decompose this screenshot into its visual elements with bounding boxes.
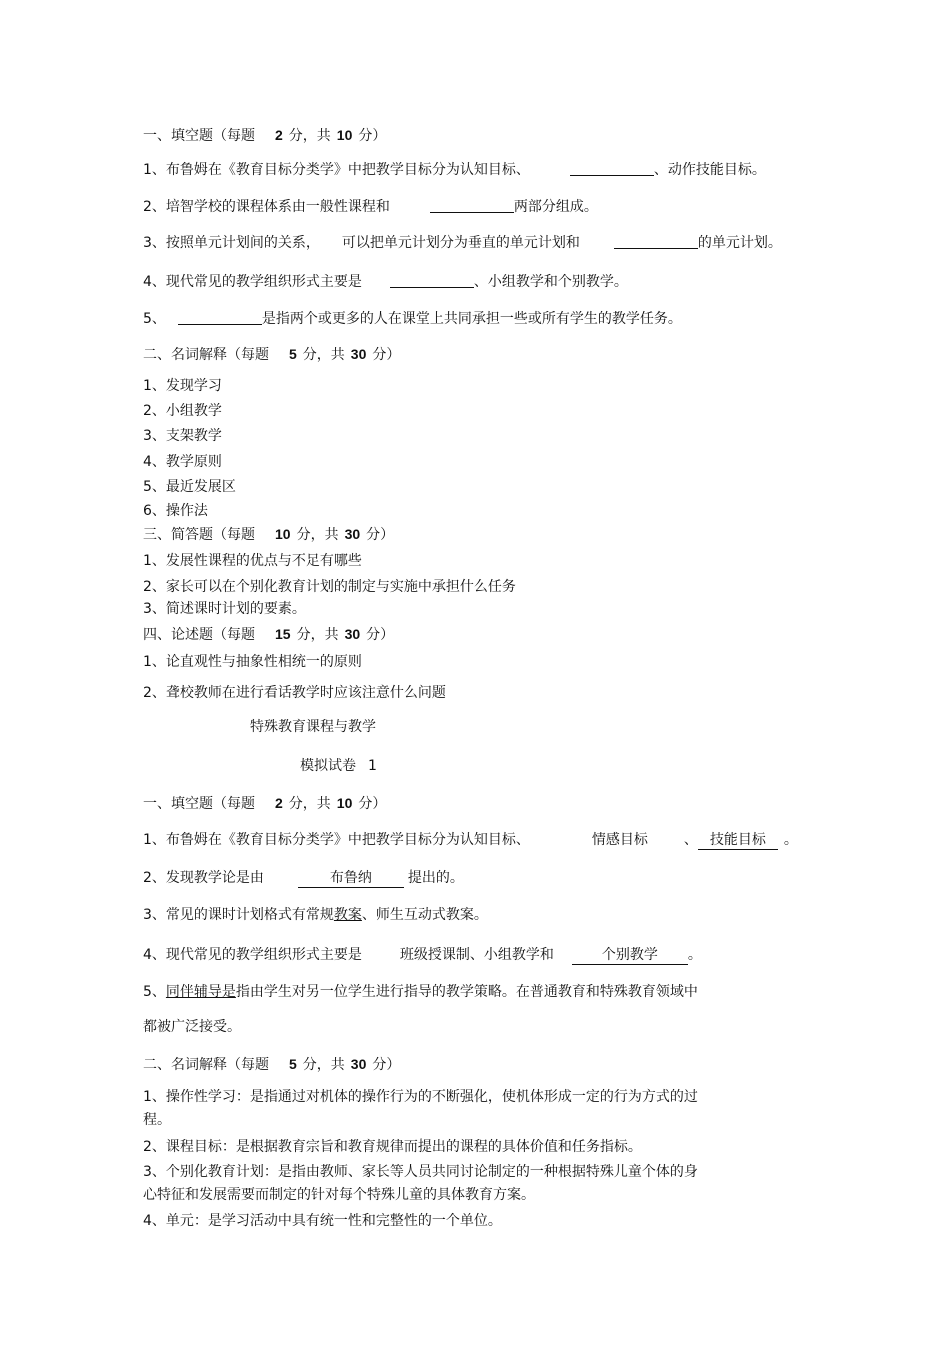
answer-section-header-definitions: 二、名词解释（每题 5 分，共 30 分） bbox=[143, 1056, 401, 1073]
answer-1-5-continued: 都被广泛接受。 bbox=[143, 1019, 241, 1035]
answer-1-1: 1、布鲁姆在《教育目标分类学》中把教学目标分为认知目标、 情感目标 、 技能目标 。 bbox=[143, 832, 798, 848]
question-1-2: 2、培智学校的课程体系由一般性课程和 两部分组成。 bbox=[143, 199, 598, 215]
answer-blank bbox=[614, 234, 698, 249]
term-item: 1、发现学习 bbox=[143, 378, 222, 394]
short-question: 2、家长可以在个别化教育计划的制定与实施中承担什么任务 bbox=[143, 579, 516, 595]
essay-question: 1、论直观性与抽象性相统一的原则 bbox=[143, 654, 362, 670]
section-header-definitions: 二、名词解释（每题 5 分，共 30 分） bbox=[143, 346, 401, 363]
question-1-5: 5、 是指两个或更多的人在课堂上共同承担一些或所有学生的教学任务。 bbox=[143, 311, 682, 327]
term-item: 5、最近发展区 bbox=[143, 479, 236, 495]
essay-question: 2、聋校教师在进行看话教学时应该注意什么问题 bbox=[143, 685, 446, 701]
term-item: 6、操作法 bbox=[143, 503, 208, 519]
definition-1-line-2: 程。 bbox=[143, 1112, 171, 1128]
answer-blank bbox=[390, 273, 474, 288]
answer-blank bbox=[178, 310, 262, 325]
answer-1-3: 3、常见的课时计划格式有常规教案、师生互动式教案。 bbox=[143, 907, 488, 923]
answer-1-4: 4、现代常见的教学组织形式主要是 班级授课制、小组教学和 个别教学 。 bbox=[143, 947, 702, 963]
question-1-3: 3、按照单元计划间的关系， 可以把单元计划分为垂直的单元计划和 的单元计划。 bbox=[143, 235, 782, 251]
answer-key-subtitle: 模拟试卷 1 bbox=[300, 758, 377, 774]
answer-key-title: 特殊教育课程与教学 bbox=[250, 719, 376, 735]
question-1-1: 1、布鲁姆在《教育目标分类学》中把教学目标分为认知目标、 、动作技能目标。 bbox=[143, 162, 766, 178]
definition-3-line-2: 心特征和发展需要而制定的针对每个特殊儿童的具体教育方案。 bbox=[143, 1187, 535, 1203]
definition-2: 2、课程目标：是根据教育宗旨和教育规律而提出的课程的具体价值和任务指标。 bbox=[143, 1139, 642, 1155]
answer-1-2: 2、发现教学论是由 布鲁纳 提出的。 bbox=[143, 870, 464, 886]
answer-1-5: 5、同伴辅导是指由学生对另一位学生进行指导的教学策略。在普通教育和特殊教育领域中 bbox=[143, 984, 698, 1000]
term-item: 4、教学原则 bbox=[143, 454, 222, 470]
definition-1-line-1: 1、操作性学习：是指通过对机体的操作行为的不断强化，使机体形成一定的行为方式的过 bbox=[143, 1089, 698, 1105]
section-header-short-answer: 三、简答题（每题 10 分，共 30 分） bbox=[143, 526, 395, 543]
definition-4: 4、单元：是学习活动中具有统一性和完整性的一个单位。 bbox=[143, 1213, 502, 1229]
section-header-essay: 四、论述题（每题 15 分，共 30 分） bbox=[143, 626, 395, 643]
short-question: 1、发展性课程的优点与不足有哪些 bbox=[143, 553, 362, 569]
section-header-fill-in: 一、填空题（每题 2 分，共 10 分） bbox=[143, 127, 387, 144]
answer-blank bbox=[430, 198, 514, 213]
question-1-4: 4、现代常见的教学组织形式主要是 、小组教学和个别教学。 bbox=[143, 274, 628, 290]
short-question: 3、简述课时计划的要素。 bbox=[143, 601, 306, 617]
term-item: 2、小组教学 bbox=[143, 403, 222, 419]
definition-3-line-1: 3、个别化教育计划：是指由教师、家长等人员共同讨论制定的一种根据特殊儿童个体的身 bbox=[143, 1164, 698, 1180]
answer-blank bbox=[570, 161, 654, 176]
answer-section-header-fill-in: 一、填空题（每题 2 分，共 10 分） bbox=[143, 795, 387, 812]
term-item: 3、支架教学 bbox=[143, 428, 222, 444]
